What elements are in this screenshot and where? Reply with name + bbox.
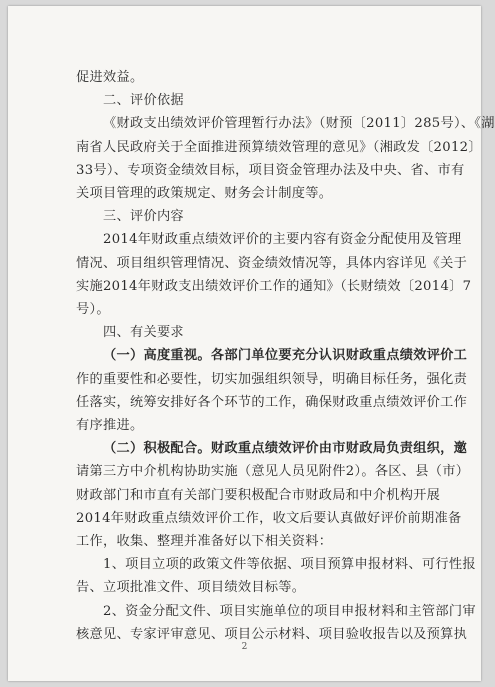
text-line: 2014年财政重点绩效评价的主要内容有资金分配使用及管理 (103, 232, 462, 248)
text-line: 1、项目立项的政策文件等依据、项目预算申报材料、可行性报 (103, 557, 476, 573)
text-line: 作的重要性和必要性，切实加强组织领导，明确目标任务，强化责 (76, 371, 468, 387)
page-number: 2 (241, 642, 248, 652)
section-heading: 二、评价依据 (103, 93, 184, 109)
text-line: （一）高度重视。各部门单位要充分认识财政重点绩效评价工 (103, 348, 468, 364)
text-line: 关项目管理的政策规定、财务会计制度等。 (76, 186, 333, 202)
text-line: 核意见、专家评审意见、项目公示材料、项目验收报告以及预算执 (76, 626, 468, 642)
text-line: 《财政支出绩效评价管理暂行办法》（财预〔2011〕285号）、《湖 (103, 116, 495, 132)
text-line: 南省人民政府关于全面推进预算绩效管理的意见》（湘政发〔2012〕 (76, 139, 482, 155)
text-line: 告、立项批准文件、项目绩效目标等。 (76, 580, 306, 596)
section-heading: 三、评价内容 (103, 209, 184, 225)
text-line: 财政部门和市直有关部门要积极配合市财政局和中介机构开展 (76, 487, 441, 503)
document-body (76, 66, 495, 646)
text-line: 号）。 (76, 302, 110, 318)
text-line: 情况、项目组织管理情况、资金绩效情况等，具体内容详见《关于 (76, 255, 468, 271)
text-line: 33号）、专项资金绩效目标，项目资金管理办法及中央、省、市有 (76, 162, 465, 178)
text-line: 促进效益。 (76, 70, 144, 85)
text-line: 实施2014年财政支出绩效评价工作的通知》（长财绩效〔2014〕7 (76, 278, 472, 294)
text-line: 任落实，统筹安排好各个环节的工作，确保财政重点绩效评价工作 (76, 394, 468, 410)
section-heading: 四、有关要求 (103, 325, 184, 341)
document-page (8, 6, 495, 681)
text-line: 2、资金分配文件、项目实施单位的项目申报材料和主管部门审 (103, 603, 476, 619)
text-line: （二）积极配合。财政重点绩效评价由市财政局负责组织，邀 (103, 441, 468, 457)
text-line: 有序推进。 (76, 418, 144, 434)
text-line: 2014年财政重点绩效评价工作，收文后要认真做好评价前期准备 (76, 510, 462, 526)
text-line: 工作，收集、整理并准备好以下相关资料： (76, 534, 333, 550)
text-line: 请第三方中介机构协助实施（意见人员见附件2）。各区、县（市） (76, 464, 470, 480)
